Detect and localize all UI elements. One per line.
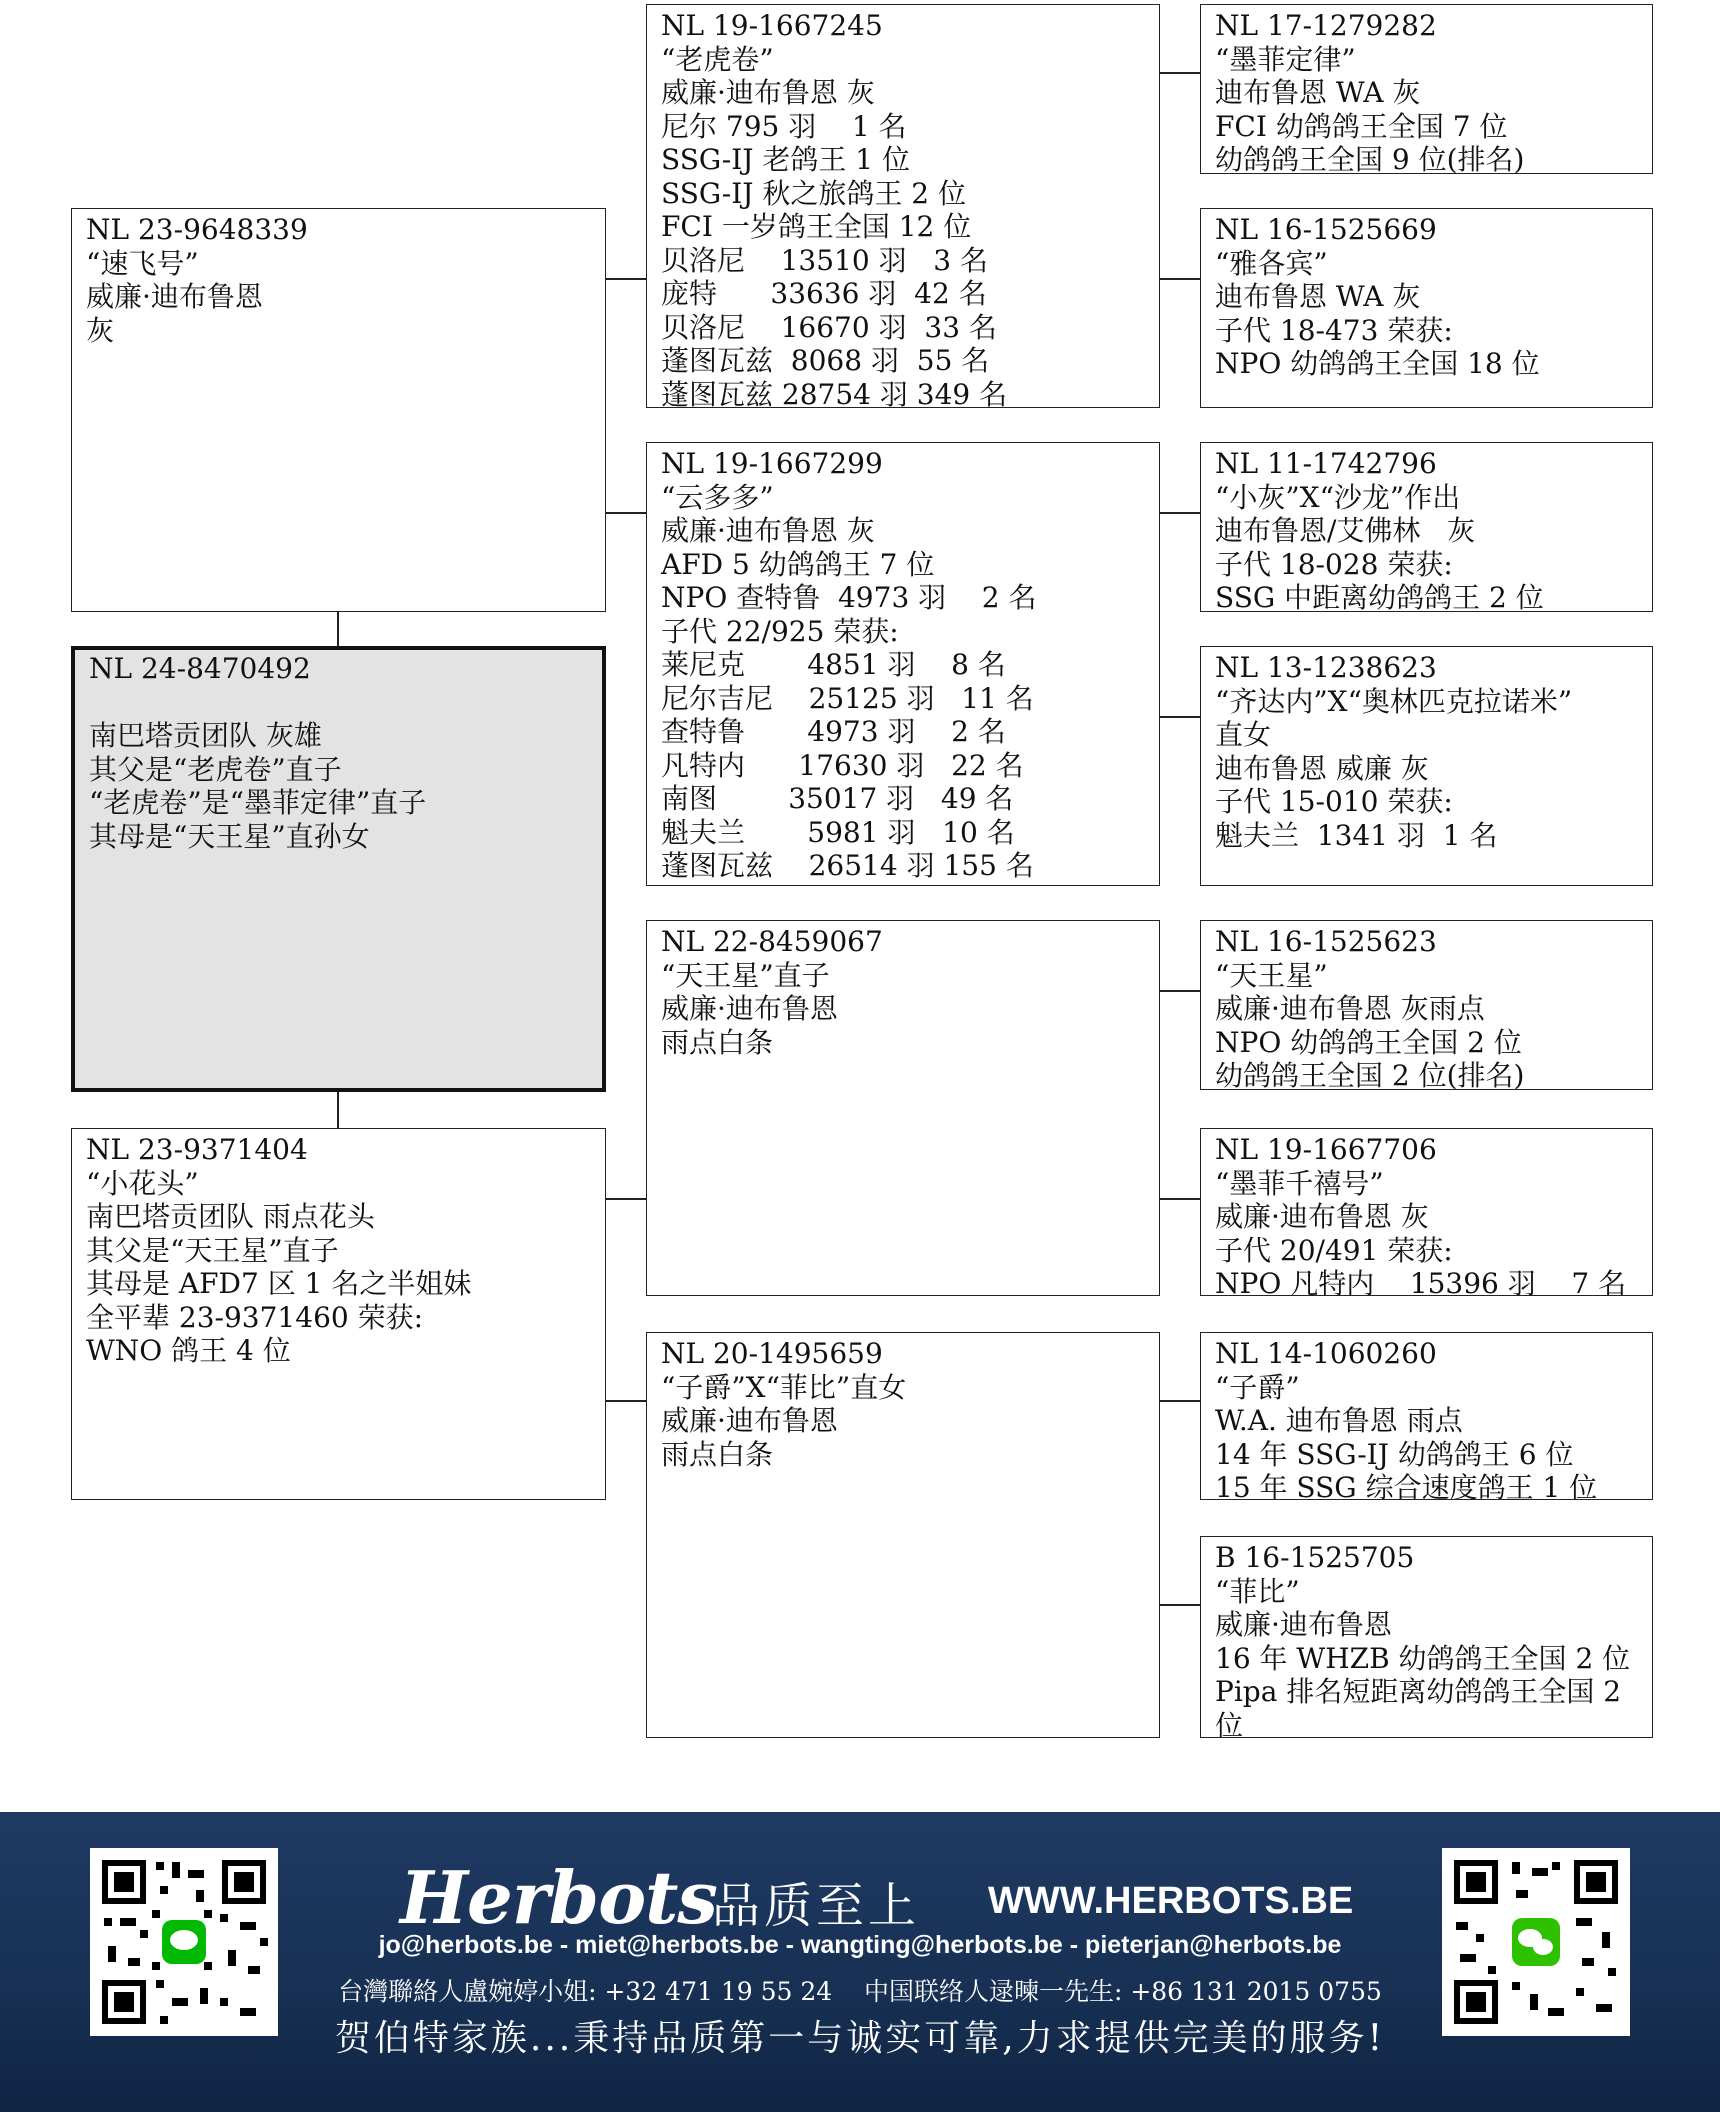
pedigree-line: 子代 18-028 荣获: — [1215, 547, 1453, 581]
pedigree-line: 其母是 AFD7 区 1 名之半姐妹 — [86, 1267, 472, 1300]
pedigree-line: NPO 凡特内 15396 羽 7 名 — [1215, 1267, 1627, 1296]
brand-slogan: 品质至上 — [712, 1878, 921, 1934]
pedigree-line: NL 19-1667299 — [661, 447, 883, 480]
pedigree-line: NPO 幼鸽鸽王全国 2 位 — [1215, 1025, 1522, 1059]
dsd-card — [1200, 1128, 1653, 1296]
pedigree-line: 南巴塔贡团队 灰雄 — [89, 719, 322, 752]
pedigree-line: 威廉·迪布鲁恩 灰 — [661, 514, 875, 547]
pedigree-line: 查特鲁 4973 羽 2 名 — [661, 715, 1006, 748]
pedigree-line: 雨点白条 — [661, 1025, 774, 1059]
pedigree-line: 迪布鲁恩/艾佛林 灰 — [1215, 514, 1476, 547]
pedigree-line: 莱尼克 4851 羽 8 名 — [661, 648, 1006, 681]
pedigree-line: NL 19-1667245 — [661, 9, 883, 42]
pedigree-line: 威廉·迪布鲁恩 灰 — [1215, 1200, 1429, 1233]
connector-subject-dam — [337, 1092, 339, 1128]
pedigree-line: 14 年 SSG-IJ 幼鸽鸽王 6 位 — [1215, 1437, 1574, 1471]
pedigree-line: “天王星” — [1215, 958, 1328, 992]
sdd-card — [1200, 646, 1653, 886]
pedigree-line: B 16-1525705 — [1215, 1541, 1415, 1574]
connector-sire-sd — [606, 512, 646, 514]
pedigree-line: 全平辈 23-9371460 荣获: — [86, 1300, 424, 1334]
sds-card — [1200, 442, 1653, 612]
pedigree-line: NL 19-1667706 — [1215, 1133, 1437, 1166]
ssd-card — [1200, 208, 1653, 408]
pedigree-line: 威廉·迪布鲁恩 灰 — [661, 76, 875, 109]
pedigree-line: 魁夫兰 5981 羽 10 名 — [661, 815, 1015, 849]
pedigree-line: 子代 22/925 荣获: — [661, 614, 899, 648]
pedigree-line: 其父是“老虎卷”直子 — [89, 752, 342, 786]
pedigree-line: “雅各宾” — [1215, 246, 1328, 280]
pedigree-line: W.A. 迪布鲁恩 雨点 — [1215, 1404, 1463, 1437]
dam-card — [71, 1128, 606, 1500]
connector-dd-dds — [1160, 1400, 1200, 1402]
pedigree-line: NL 17-1279282 — [1215, 9, 1437, 42]
subject-card — [71, 646, 606, 1092]
pedigree-line: NL 23-9648339 — [86, 213, 308, 246]
ddd-card — [1200, 1536, 1653, 1738]
pedigree-line: 威廉·迪布鲁恩 — [86, 280, 263, 313]
pedigree-line: 迪布鲁恩 威廉 灰 — [1215, 751, 1429, 785]
pedigree-line — [89, 686, 588, 720]
pedigree-line: 魁夫兰 1341 羽 1 名 — [1215, 818, 1498, 852]
pedigree-line: NL 16-1525669 — [1215, 213, 1437, 246]
pedigree-line: “墨菲千禧号” — [1215, 1166, 1384, 1200]
dss-card — [1200, 920, 1653, 1090]
pedigree-line: 子代 20/491 荣获: — [1215, 1233, 1453, 1267]
pedigree-line: NL 11-1742796 — [1215, 447, 1437, 480]
pedigree-line: “子爵”X“菲比”直女 — [661, 1370, 907, 1404]
website-link[interactable]: WWW.HERBOTS.BE — [988, 1880, 1354, 1922]
pedigree-line: 16 年 WHZB 幼鸽鸽王全国 2 位 — [1215, 1641, 1631, 1675]
pedigree-line: 威廉·迪布鲁恩 灰雨点 — [1215, 992, 1485, 1025]
pedigree-line: 南图 35017 羽 49 名 — [661, 782, 1014, 815]
footer-tagline: 贺伯特家族...秉持品质第一与诚实可靠,力求提供完美的服务! — [334, 2018, 1386, 2059]
pedigree-line: 其父是“天王星”直子 — [86, 1233, 339, 1267]
pedigree-line: NL 24-8470492 — [89, 652, 311, 685]
dds-card — [1200, 1332, 1653, 1500]
pedigree-line: “子爵” — [1215, 1370, 1300, 1404]
pedigree-line: “小灰”X“沙龙”作出 — [1215, 480, 1461, 514]
pedigree-line: 凡特内 17630 羽 22 名 — [661, 748, 1024, 782]
pedigree-line: FCI 一岁鸽王全国 12 位 — [661, 210, 972, 243]
pedigree-line: 庞特 33636 羽 42 名 — [661, 277, 987, 310]
connector-sire-subject — [337, 612, 339, 646]
pedigree-line: 南巴塔贡团队 雨点花头 — [86, 1200, 375, 1233]
pedigree-line: “老虎卷”是“墨菲定律”直子 — [89, 786, 427, 819]
dam-sire-card — [646, 920, 1160, 1296]
email-contacts[interactable]: jo@herbots.be - miet@herbots.be - wangting@herbots.be - pieterjan@herbots.be — [378, 1931, 1342, 1959]
pedigree-line: 15 年 SSG 综合速度鸽王 1 位 — [1215, 1471, 1598, 1500]
pedigree-line: 雨点白条 — [661, 1437, 774, 1471]
pedigree-line: “天王星”直子 — [661, 958, 830, 992]
sire-card — [71, 208, 606, 612]
pedigree-line: NL 20-1495659 — [661, 1337, 883, 1370]
connector-sd-sdd — [1160, 716, 1200, 718]
pedigree-line: NL 13-1238623 — [1215, 651, 1437, 684]
pedigree-line: 威廉·迪布鲁恩 — [661, 1404, 838, 1437]
pedigree-line: 尼尔吉尼 25125 羽 11 名 — [661, 681, 1034, 715]
pedigree-line: 贝洛尼 13510 羽 3 名 — [661, 243, 988, 277]
pedigree-line: NL 23-9371404 — [86, 1133, 308, 1166]
pedigree-line: 其母是“天王星”直孙女 — [89, 819, 370, 853]
pedigree-line: 迪布鲁恩 WA 灰 — [1215, 76, 1421, 109]
sire-sire-card — [646, 4, 1160, 408]
phone-contacts: 台灣聯絡人盧婉婷小姐: +32 471 19 55 24 中国联络人逯暕一先生: +86 131 2015 0755 — [338, 1977, 1382, 2006]
pedigree-line: “小花头” — [86, 1166, 199, 1200]
connector-dd-ddd — [1160, 1604, 1200, 1606]
pedigree-line: NPO 查特鲁 4973 羽 2 名 — [661, 581, 1037, 614]
pedigree-line: “墨菲定律” — [1215, 42, 1356, 76]
pedigree-line: 位 — [1215, 1708, 1244, 1738]
pedigree-line: 蓬图瓦兹 26514 羽 155 名 — [661, 849, 1034, 882]
connector-ss-ssd — [1160, 278, 1200, 280]
sire-dam-card — [646, 442, 1160, 886]
pedigree-line: “云多多” — [661, 480, 774, 514]
pedigree-line: 威廉·迪布鲁恩 — [1215, 1608, 1392, 1641]
brand-logo: Herbots — [400, 1855, 717, 1940]
pedigree-line: SSG-IJ 秋之旅鸽王 2 位 — [661, 176, 967, 210]
pedigree-line: NL 14-1060260 — [1215, 1337, 1437, 1370]
pedigree-line: 尼尔 795 羽 1 名 — [661, 109, 907, 143]
pedigree-line: SSG-IJ 老鸽王 1 位 — [661, 143, 911, 176]
pedigree-line: 蓬图瓦兹 8068 羽 55 名 — [661, 344, 990, 377]
connector-sire-ss — [606, 278, 646, 280]
pedigree-line: 迪布鲁恩 WA 灰 — [1215, 280, 1421, 313]
pedigree-line: “齐达内”X“奥林匹克拉诺米” — [1215, 684, 1573, 718]
dam-dam-card — [646, 1332, 1160, 1738]
pedigree-line: 蓬图瓦兹 28754 羽 349 名 — [661, 377, 1008, 408]
connector-dam-dd — [606, 1400, 646, 1402]
pedigree-line: 灰 — [86, 313, 115, 347]
connector-ss-sss — [1160, 72, 1200, 74]
pedigree-line: NL 22-8459067 — [661, 925, 883, 958]
pedigree-line: WNO 鸽王 4 位 — [86, 1334, 291, 1367]
pedigree-line: “速飞号” — [86, 246, 199, 280]
pedigree-line: 威廉·迪布鲁恩 — [661, 992, 838, 1025]
pedigree-line: AFD 5 幼鸽鸽王 7 位 — [661, 547, 935, 581]
pedigree-line: 贝洛尼 16670 羽 33 名 — [661, 310, 997, 344]
pedigree-line: FCI 幼鸽鸽王全国 7 位 — [1215, 109, 1508, 143]
pedigree-line: NL 16-1525623 — [1215, 925, 1437, 958]
pedigree-line: Pipa 排名短距离幼鸽鸽王全国 2 — [1215, 1675, 1622, 1708]
pedigree-line: 子代 18-473 荣获: — [1215, 313, 1453, 347]
connector-sd-sds — [1160, 512, 1200, 514]
connector-dam-ds — [606, 1198, 646, 1200]
pedigree-line: “老虎卷” — [661, 42, 774, 76]
pedigree-line: SSG 中距离幼鸽鸽王 2 位 — [1215, 581, 1544, 612]
pedigree-line: “菲比” — [1215, 1574, 1300, 1608]
connector-ds-dss — [1160, 990, 1200, 992]
sss-card — [1200, 4, 1653, 174]
pedigree-line: 直女 — [1215, 718, 1272, 751]
pedigree-line: 幼鸽鸽王全国 9 位(排名) — [1215, 143, 1525, 174]
pedigree-line: NPO 幼鸽鸽王全国 18 位 — [1215, 347, 1540, 380]
pedigree-line: 子代 15-010 荣获: — [1215, 785, 1453, 818]
pedigree-line: 幼鸽鸽王全国 2 位(排名) — [1215, 1059, 1525, 1090]
connector-ds-dsd — [1160, 1198, 1200, 1200]
